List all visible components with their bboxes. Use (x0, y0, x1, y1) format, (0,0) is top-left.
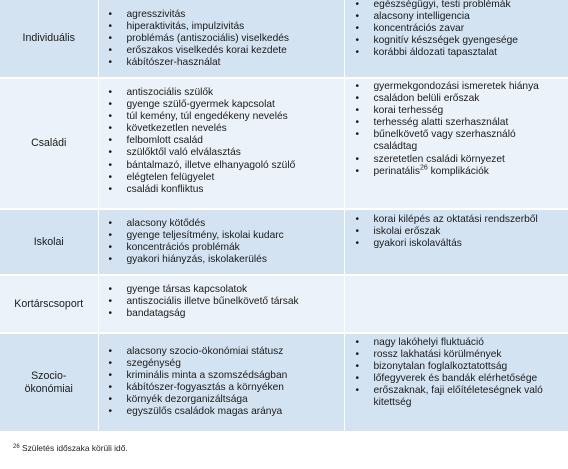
bullet-icon: • (108, 45, 113, 57)
list-item: • koncentrációs zavar (355, 23, 465, 35)
list-item: • egyszülős családok magas aránya (108, 406, 283, 418)
right-factor-list (345, 0, 568, 59)
bullet-icon: • (108, 358, 113, 370)
list-item: • korai kilépés az oktatási rendszerből (355, 214, 538, 225)
bullet-icon: • (108, 308, 113, 320)
list-item: • gyermekgondozási ismeretek hiánya (355, 81, 539, 92)
footnote-ref: 26 (419, 164, 428, 172)
list-item: • elégtelen felügyelet (108, 171, 215, 183)
list-item: • kriminális minta a szomszédságban (108, 370, 288, 382)
list-item: • terhesség alatti szerhasználat (355, 117, 509, 129)
bullet-icon: • (108, 33, 113, 45)
footnote-text: Születés időszaka körüli idő. (22, 443, 128, 453)
list-item: • lőfegyverek és bandák elérhetősége (355, 373, 538, 385)
list-item: • gyakori iskolaváltás (355, 238, 462, 250)
list-item: • gyenge teljesítmény, iskolai kudarc (108, 230, 284, 242)
right-factor-list (345, 79, 568, 178)
bullet-icon: • (108, 230, 113, 242)
list-item: • iskolai erőszak (355, 226, 441, 238)
bullet-icon: • (355, 385, 360, 397)
list-item: • szeretetlen családi környezet (355, 153, 505, 165)
category-label: Családi (31, 137, 67, 149)
table-row-individual (0, 0, 568, 78)
category-cell (0, 333, 98, 432)
bullet-icon: • (108, 394, 113, 406)
list-item: • antiszociális szülők (108, 87, 214, 98)
left-factor-list (99, 276, 344, 320)
bullet-icon: • (108, 382, 113, 394)
list-item: • környék dezorganizáltsága (108, 394, 248, 406)
bullet-icon: • (108, 57, 113, 69)
list-item: • agresszivitás (108, 9, 186, 20)
right-factor-list (345, 210, 568, 250)
bullet-icon: • (108, 183, 113, 195)
list-item: • gyenge társas kapcsolatok (108, 284, 248, 295)
left-factors-cell (98, 78, 344, 209)
left-factors-cell (98, 209, 344, 275)
bullet-icon: • (108, 296, 113, 308)
right-factors-cell (344, 333, 568, 432)
bullet-icon: • (108, 159, 113, 171)
left-factor-list (99, 79, 344, 196)
list-item: • következetlen nevelés (108, 123, 227, 135)
bullet-icon: • (108, 242, 113, 254)
list-item: • erőszaknak, faji előítéleteségnek való kitettség (355, 385, 543, 409)
bullet-icon: • (108, 370, 113, 382)
list-item: • családon belüli erőszak (355, 93, 480, 105)
list-item: • kognitív készségek gyengesége (355, 35, 518, 47)
list-item: • gyakori hiányzás, iskolakerülés (108, 254, 267, 266)
list-item: • kábítószer-fogyasztás a környéken (108, 382, 284, 394)
table-row-peer-group (0, 275, 568, 333)
bullet-icon: • (355, 105, 360, 117)
bullet-icon: • (108, 284, 113, 295)
left-factor-list (99, 4, 344, 69)
table-row-school (0, 209, 568, 275)
category-label: Individuális (22, 32, 75, 44)
list-item: • bűnelkövető vagy szerhasználó családtag (355, 129, 516, 153)
list-item: • alacsony kötődés (108, 218, 206, 229)
list-item: • szegénység (108, 358, 181, 370)
bullet-icon: • (108, 87, 113, 98)
bullet-icon: • (108, 123, 113, 135)
list-item: • hiperaktivitás, impulzivitás (108, 21, 245, 33)
category-cell (0, 78, 98, 209)
list-item: • családi konfliktus (108, 183, 204, 195)
list-item: • koncentrációs problémák (108, 242, 240, 254)
table-row-socio-economic (0, 333, 568, 432)
list-item: • bántalmazó, illetve elhanyagoló szülő (108, 159, 296, 171)
left-factors-cell (98, 333, 344, 432)
list-item: • túl kemény, túl engedékeny nevelés (108, 111, 288, 123)
category-cell (0, 0, 98, 78)
right-factors-cell (344, 78, 568, 209)
list-item: • alacsony szocio-ökonómiai státusz (108, 346, 284, 357)
footnote-marker: 26 (13, 444, 20, 450)
list-item: • gyenge szülő-gyermek kapcsolat (108, 99, 275, 111)
bullet-icon: • (355, 226, 360, 238)
list-item: • problémás (antiszociális) viselkedés (108, 33, 289, 45)
bullet-icon: • (108, 406, 113, 418)
list-item: • egészségügyi, testi problémák (355, 0, 511, 10)
bullet-icon: • (108, 171, 113, 183)
list-item: • alacsony intelligencia (355, 11, 470, 23)
bullet-icon: • (355, 214, 360, 225)
right-factor-list (345, 334, 568, 410)
list-item: • korábbi áldozati tapasztalat (355, 47, 497, 59)
list-item: • rossz lakhatási körülmények (355, 349, 502, 361)
bullet-icon: • (355, 11, 360, 23)
left-factor-list (99, 210, 344, 266)
right-factors-cell (344, 209, 568, 275)
list-item: • bandatagság (108, 308, 186, 320)
bullet-icon: • (355, 47, 360, 59)
left-factor-list (99, 334, 344, 419)
bullet-icon: • (355, 153, 360, 165)
bullet-icon: • (108, 254, 113, 266)
bullet-icon: • (355, 238, 360, 250)
bullet-icon: • (355, 129, 360, 141)
bullet-icon: • (355, 349, 360, 361)
bullet-icon: • (355, 117, 360, 129)
list-item: • antiszociális illetve bűnelkövető társak (108, 296, 299, 308)
bullet-icon: • (108, 147, 113, 159)
category-cell (0, 209, 98, 275)
list-item: • felbomlott család (108, 135, 203, 147)
bullet-icon: • (355, 23, 360, 35)
bullet-icon: • (355, 81, 360, 92)
bullet-icon: • (355, 0, 360, 10)
left-factors-cell (98, 275, 344, 333)
list-item: • nagy lakóhelyi fluktuáció (355, 337, 484, 348)
left-factors-cell (98, 0, 344, 78)
bullet-icon: • (108, 9, 113, 20)
list-item: • szülőktől való elválasztás (108, 147, 241, 159)
bullet-icon: • (355, 361, 360, 373)
bullet-icon: • (355, 373, 360, 385)
category-label: Iskolai (33, 235, 64, 248)
bullet-icon: • (355, 165, 360, 177)
list-item: • erőszakos viselkedés korai kezdete (108, 45, 287, 57)
list-item: • korai terhesség (355, 105, 444, 117)
bullet-icon: • (108, 111, 113, 123)
bullet-icon: • (355, 337, 360, 348)
right-factors-cell (344, 0, 568, 78)
bullet-icon: • (108, 346, 113, 357)
bullet-icon: • (108, 21, 113, 33)
list-item: • perinatális$^{26}$ komplikációk (355, 164, 489, 177)
category-label: Szocio- ökonómiai (24, 369, 73, 395)
right-factors-cell (344, 275, 568, 333)
list-item: • kábítószer-használat (108, 57, 221, 69)
category-label: Kortárscsoport (14, 297, 84, 310)
bullet-icon: • (108, 99, 113, 111)
bullet-icon: • (108, 135, 113, 147)
footnote (13, 443, 128, 453)
bullet-icon: • (355, 93, 360, 105)
bullet-icon: • (355, 35, 360, 47)
table-row-family (0, 78, 568, 209)
list-item: • bizonytalan foglalkoztatottság (355, 361, 508, 373)
category-cell (0, 275, 98, 333)
bullet-icon: • (108, 218, 113, 229)
